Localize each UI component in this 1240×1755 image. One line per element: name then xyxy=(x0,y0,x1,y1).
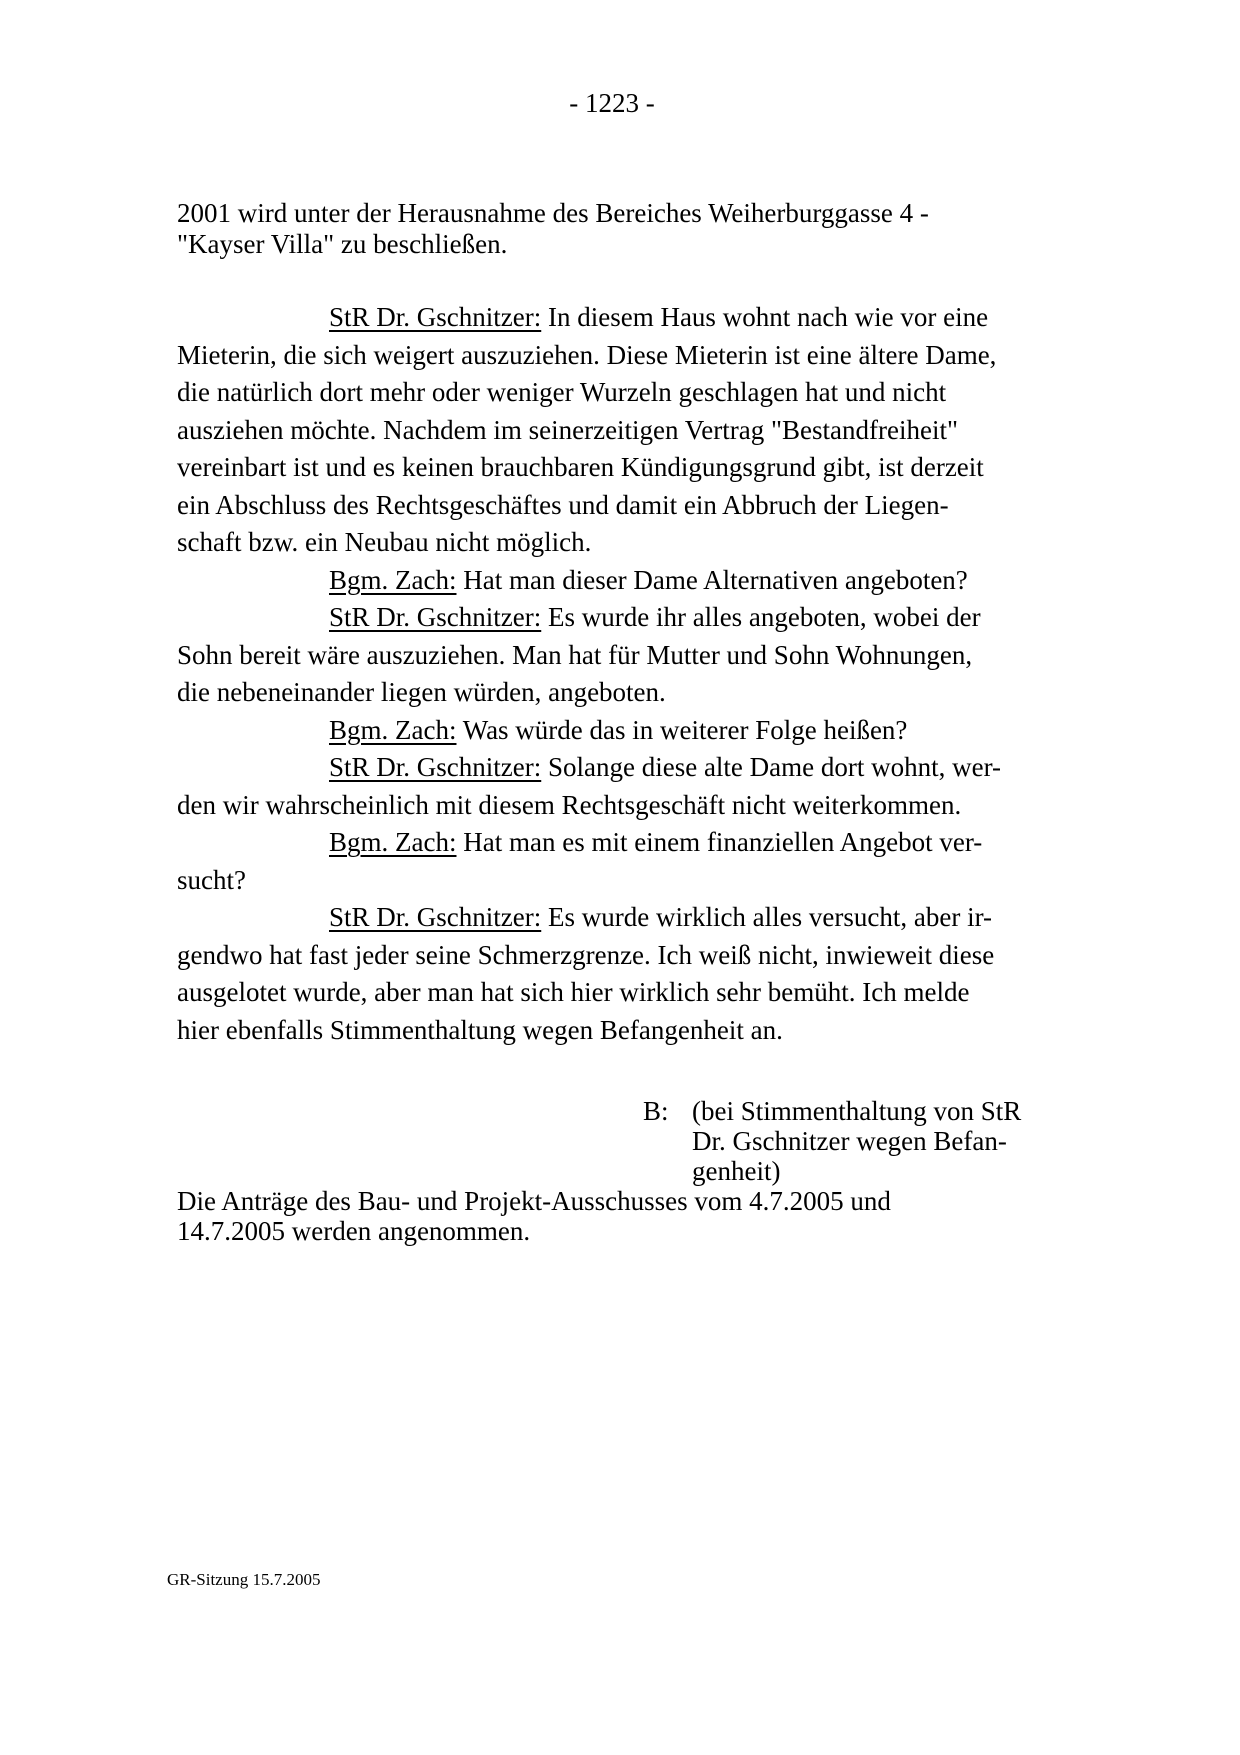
dialog-first-line xyxy=(177,749,1047,787)
resolution-lines xyxy=(692,1096,1047,1186)
closing-paragraph xyxy=(177,1186,1047,1246)
dialog-text: Es wurde wirklich alles versucht, aber ir- xyxy=(541,902,993,932)
dialog-paragraph xyxy=(177,712,1047,750)
dialog-line: ausgelotet wurde, aber man hat sich hier wirklich sehr bemüht. Ich melde xyxy=(177,977,970,1007)
dialog-line: vereinbart ist und es keinen brauchbaren Kündigungsgrund gibt, ist derzeit xyxy=(177,452,984,482)
dialog-text: Es wurde ihr alles angeboten, wobei der xyxy=(541,602,981,632)
resolution-block xyxy=(177,1096,1047,1186)
dialog-text: In diesem Haus wohnt nach wie vor eine xyxy=(541,302,989,332)
resolution-and-closing xyxy=(177,1096,1047,1246)
speaker-label: Bgm. Zach: xyxy=(329,827,457,857)
intro-line: 2001 wird unter der Herausnahme des Bereiches Weiherburggasse 4 - xyxy=(177,198,929,228)
dialog-line: Mieterin, die sich weigert auszuziehen. Diese Mieterin ist eine ältere Dame, xyxy=(177,339,997,370)
dialog-section xyxy=(177,299,1047,1049)
dialog-line: ausziehen möchte. Nachdem im seinerzeitigen Vertrag "Bestandfreiheit" xyxy=(177,414,958,445)
page-number: - 1223 - xyxy=(569,88,655,118)
dialog-first-line xyxy=(177,299,1047,337)
dialog-text: Was würde das in weiterer Folge heißen? xyxy=(456,714,908,745)
dialog-line: schaft bzw. ein Neubau nicht möglich. xyxy=(177,527,592,557)
footer-session-note: GR-Sitzung 15.7.2005 xyxy=(167,1570,321,1589)
dialog-line: gendwo hat fast jeder seine Schmerzgrenze. Ich weiß nicht, inwieweit diese xyxy=(177,939,995,970)
speaker-label: StR Dr. Gschnitzer: xyxy=(329,302,542,332)
dialog-first-line xyxy=(177,824,1047,862)
dialog-line: die nebeneinander liegen würden, angeboten. xyxy=(177,677,666,707)
dialog-first-line xyxy=(177,562,1047,600)
dialog-paragraph xyxy=(177,824,1047,899)
dialog-text: Solange diese alte Dame dort wohnt, wer- xyxy=(541,752,1002,782)
resolution-line: Dr. Gschnitzer wegen Befan- xyxy=(692,1126,1007,1156)
dialog-first-line xyxy=(177,712,1047,750)
resolution-line: (bei Stimmenthaltung von StR xyxy=(692,1096,1022,1126)
dialog-paragraph xyxy=(177,562,1047,600)
dialog-paragraph xyxy=(177,749,1047,824)
intro-paragraph xyxy=(177,198,1047,260)
dialog-text: Hat man dieser Dame Alternativen angeboten? xyxy=(456,564,968,595)
intro-line: "Kayser Villa" zu beschließen. xyxy=(177,229,508,259)
resolution-line: genheit) xyxy=(692,1156,781,1186)
speaker-label: StR Dr. Gschnitzer: xyxy=(329,902,542,932)
speaker-label: StR Dr. Gschnitzer: xyxy=(329,752,542,782)
dialog-first-line xyxy=(177,599,1047,637)
speaker-label: Bgm. Zach: xyxy=(329,714,457,745)
dialog-paragraph xyxy=(177,599,1047,712)
dialog-line: hier ebenfalls Stimmenthaltung wegen Befangenheit an. xyxy=(177,1014,783,1045)
dialog-line: den wir wahrscheinlich mit diesem Rechtsgeschäft nicht weiterkommen. xyxy=(177,789,962,820)
speaker-label: Bgm. Zach: xyxy=(329,564,457,595)
dialog-line: sucht? xyxy=(177,864,246,895)
dialog-text: Hat man es mit einem finanziellen Angebot ver- xyxy=(456,827,983,857)
dialog-line: die natürlich dort mehr oder weniger Wurzeln geschlagen hat und nicht xyxy=(177,377,947,407)
closing-line: 14.7.2005 werden angenommen. xyxy=(177,1216,531,1246)
resolution-label: B: xyxy=(643,1096,669,1126)
dialog-paragraph xyxy=(177,299,1047,562)
speaker-label: StR Dr. Gschnitzer: xyxy=(329,602,542,632)
dialog-first-line xyxy=(177,899,1047,937)
dialog-line: ein Abschluss des Rechtsgeschäftes und damit ein Abbruch der Liegen- xyxy=(177,489,949,520)
dialog-line: Sohn bereit wäre auszuziehen. Man hat für Mutter und Sohn Wohnungen, xyxy=(177,639,973,670)
closing-line: Die Anträge des Bau- und Projekt-Ausschusses vom 4.7.2005 und xyxy=(177,1186,891,1216)
dialog-paragraph xyxy=(177,899,1047,1049)
